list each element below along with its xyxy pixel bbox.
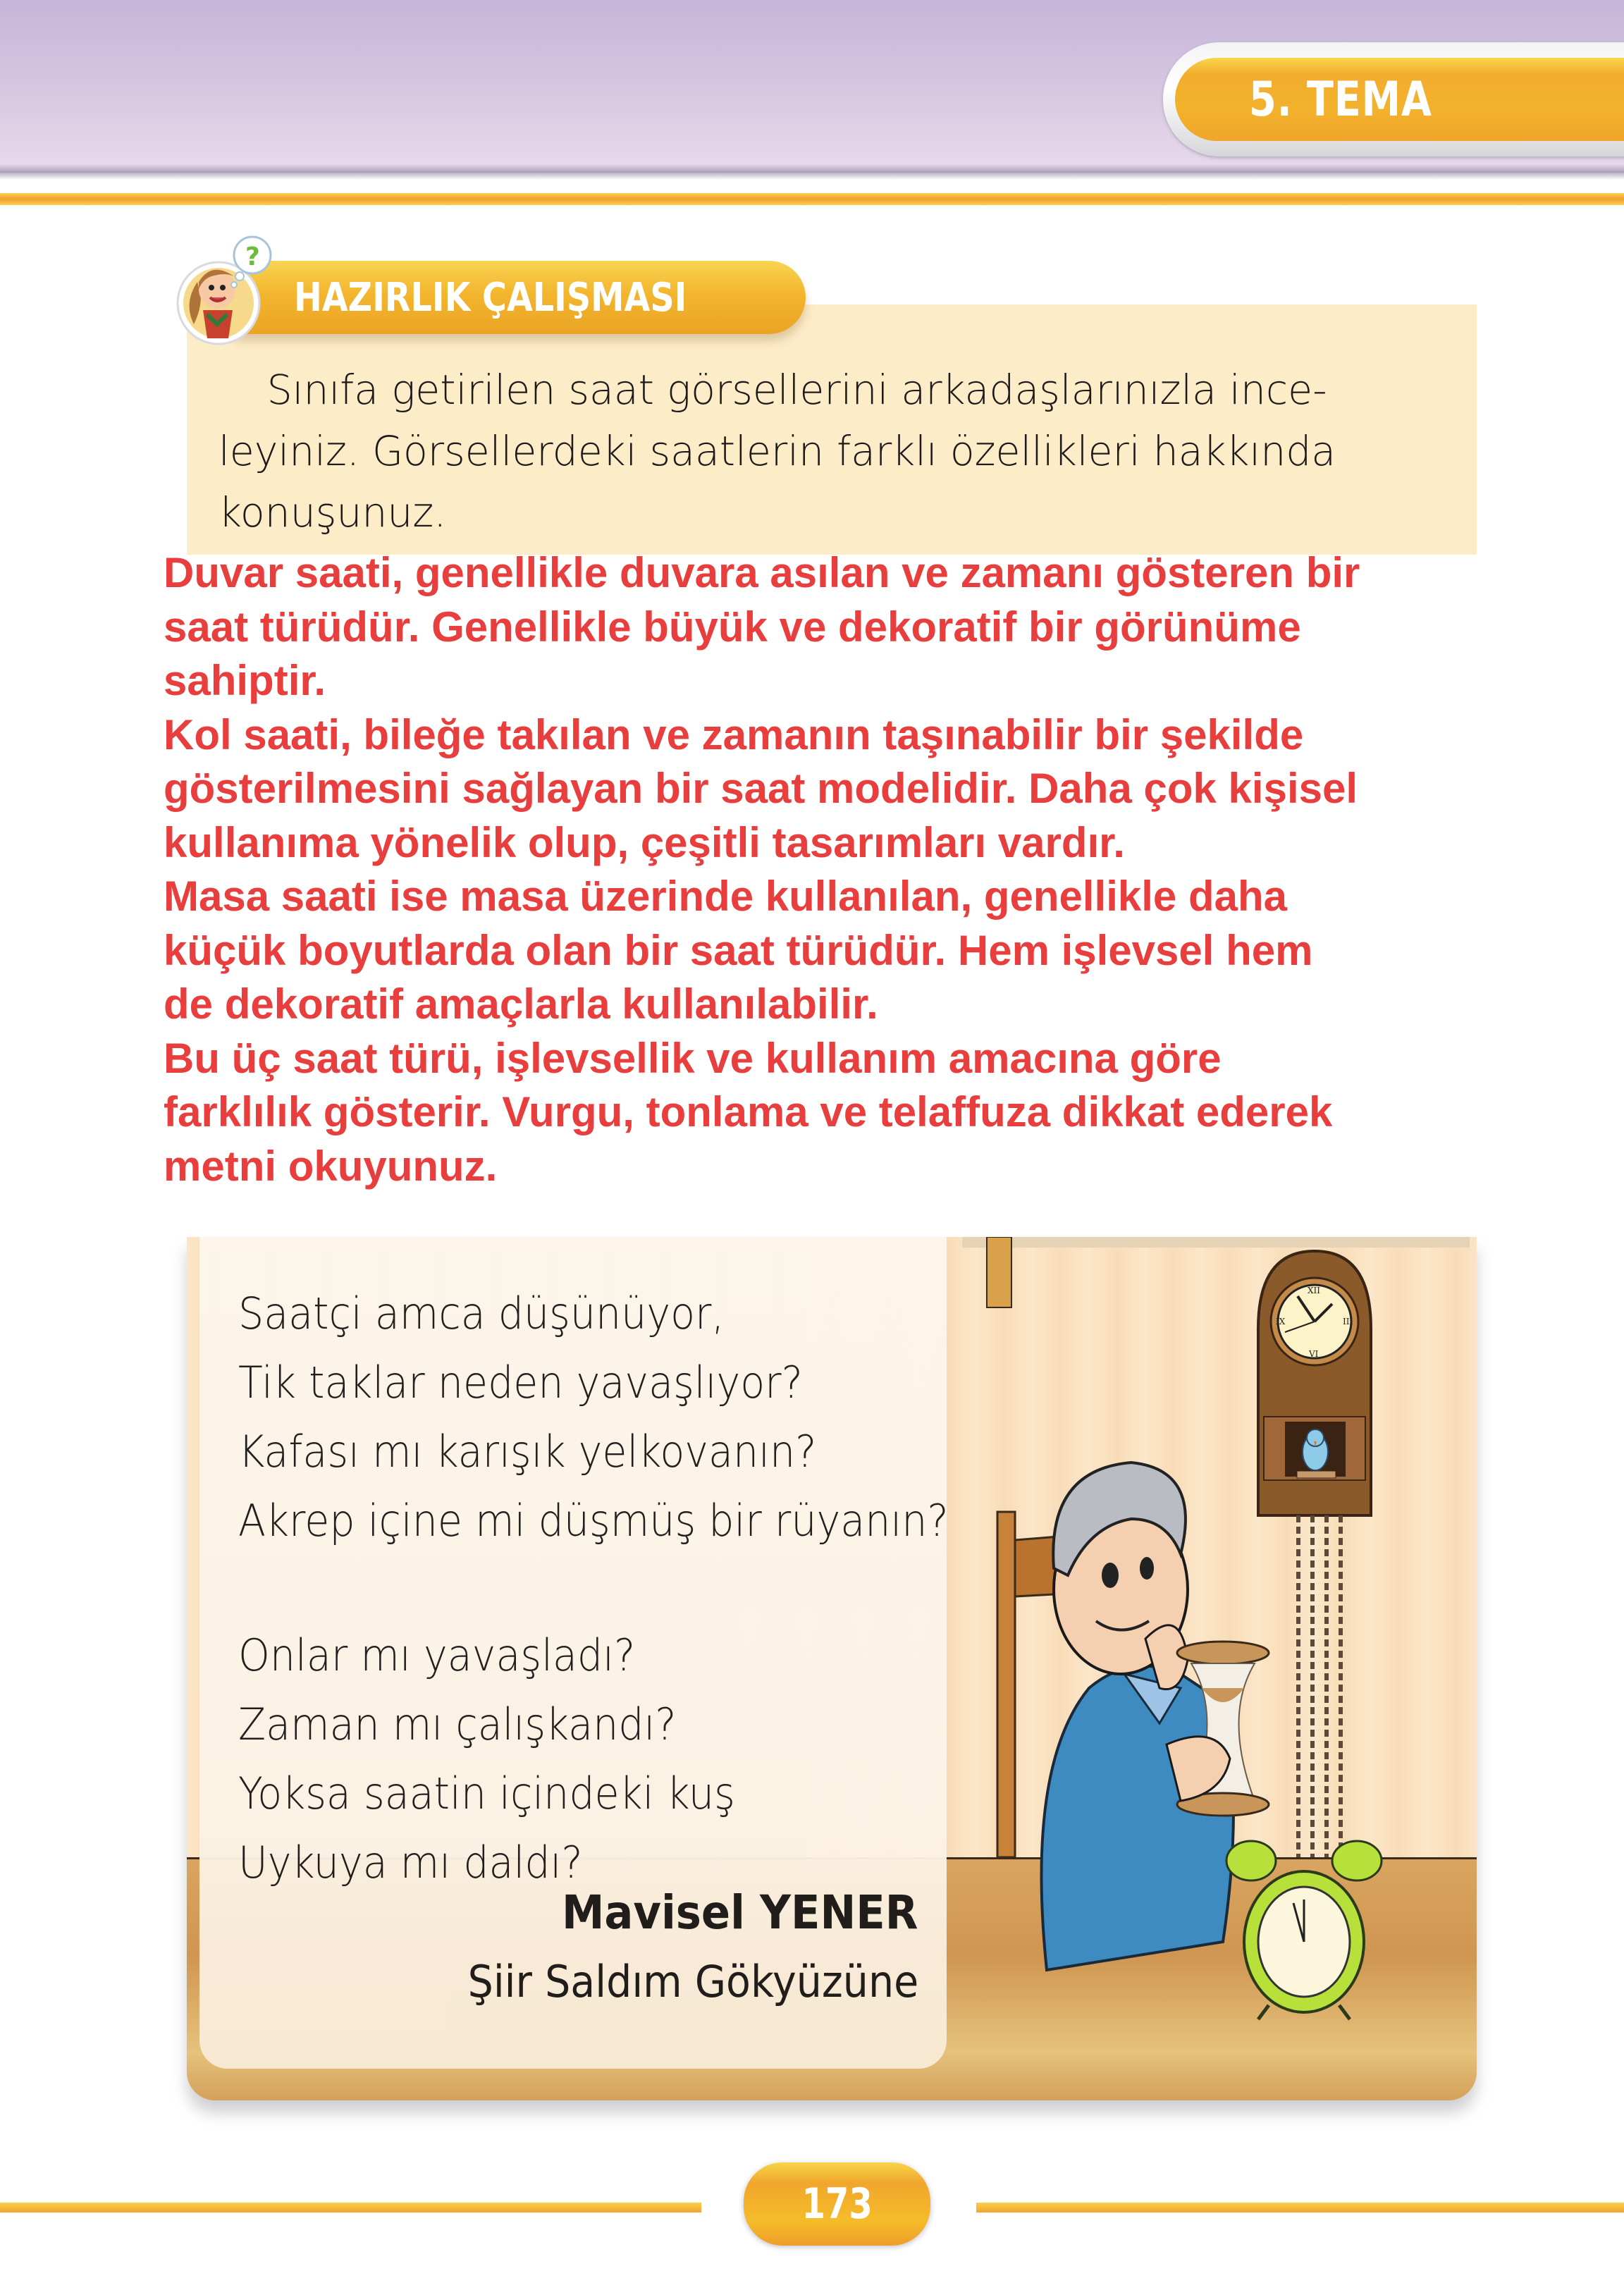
preparation-title: HAZIRLIK ÇALIŞMASI bbox=[294, 274, 687, 321]
poem-line: Onlar mı yavaşladı? bbox=[238, 1630, 636, 1681]
svg-text:IX: IX bbox=[1276, 1317, 1286, 1326]
poem-text bbox=[238, 1279, 949, 1897]
poem-book-title: Şiir Saldım Gökyüzüne bbox=[467, 1956, 918, 2007]
page-number-badge bbox=[744, 2162, 930, 2246]
preparation-title-pill bbox=[236, 261, 806, 334]
poem-line: Zaman mı çalışkandı? bbox=[238, 1699, 677, 1750]
instruction-line: Sınıfa getirilen saat görsellerini arkadaşlarınızla ince- bbox=[266, 366, 1327, 414]
svg-text:III: III bbox=[1343, 1317, 1353, 1326]
svg-text:?: ? bbox=[245, 242, 260, 271]
footer-line-right bbox=[976, 2203, 1624, 2212]
theme-label: 5. TEMA bbox=[1249, 71, 1432, 128]
footer-line-left bbox=[0, 2203, 701, 2212]
answer-line: Bu üç saat türü, işlevsellik ve kullanım amacına göre bbox=[164, 1034, 1222, 1082]
poem-line: Uykuya mı daldı? bbox=[238, 1837, 583, 1888]
answer-line: de dekoratif amaçlarla kullanılabilir. bbox=[164, 980, 878, 1028]
poem-line: Akrep içine mi düşmüş bir rüyanın? bbox=[238, 1495, 949, 1546]
answer-line: gösterilmesini sağlayan bir saat modelidir. Daha çok kişisel bbox=[164, 765, 1358, 812]
page-number: 173 bbox=[801, 2179, 873, 2229]
answer-line: küçük boyutlarda olan bir saat türüdür. Hem işlevsel hem bbox=[164, 926, 1313, 974]
theme-badge bbox=[1175, 58, 1624, 141]
header-stripe bbox=[0, 193, 1624, 205]
answer-text bbox=[164, 546, 1503, 1193]
answer-line: Masa saati ise masa üzerinde kullanılan, genellikle daha bbox=[164, 873, 1288, 920]
instruction-line: leyiniz. Görsellerdeki saatlerin farklı özellikleri hakkında bbox=[219, 427, 1336, 475]
poem-line: Yoksa saatin içindeki kuş bbox=[238, 1768, 735, 1819]
answer-line: metni okuyunuz. bbox=[164, 1142, 498, 1190]
answer-line: Duvar saati, genellikle duvara asılan ve zamanı gösteren bir bbox=[164, 549, 1360, 596]
preparation-instructions bbox=[219, 359, 1452, 543]
header-shadow bbox=[0, 173, 1624, 180]
girl-question-mascot-icon bbox=[169, 233, 282, 345]
old-man-cuckoo-clock-illustration bbox=[948, 1237, 1477, 2100]
answer-line: kullanıma yönelik olup, çeşitli tasarımları vardır. bbox=[164, 818, 1125, 866]
poem-card bbox=[187, 1237, 1477, 2100]
poem-line: Kafası mı karışık yelkovanın? bbox=[238, 1426, 817, 1477]
poem-panel bbox=[199, 1237, 947, 2069]
poem-line: Tik taklar neden yavaşlıyor? bbox=[238, 1357, 803, 1408]
answer-line: sahiptir. bbox=[164, 657, 326, 704]
svg-text:VI: VI bbox=[1309, 1349, 1319, 1359]
answer-line: farklılık gösterir. Vurgu, tonlama ve telaffuza dikkat ederek bbox=[164, 1088, 1333, 1135]
svg-text:XII: XII bbox=[1308, 1286, 1321, 1295]
poem-line: Saatçi amca düşünüyor, bbox=[238, 1288, 725, 1339]
answer-line: saat türüdür. Genellikle büyük ve dekoratif bir görünüme bbox=[164, 603, 1301, 651]
poem-author: Mavisel YENER bbox=[562, 1885, 918, 1940]
answer-line: Kol saati, bileğe takılan ve zamanın taşınabilir bir şekilde bbox=[164, 710, 1304, 758]
instruction-line: konuşunuz. bbox=[219, 488, 447, 536]
